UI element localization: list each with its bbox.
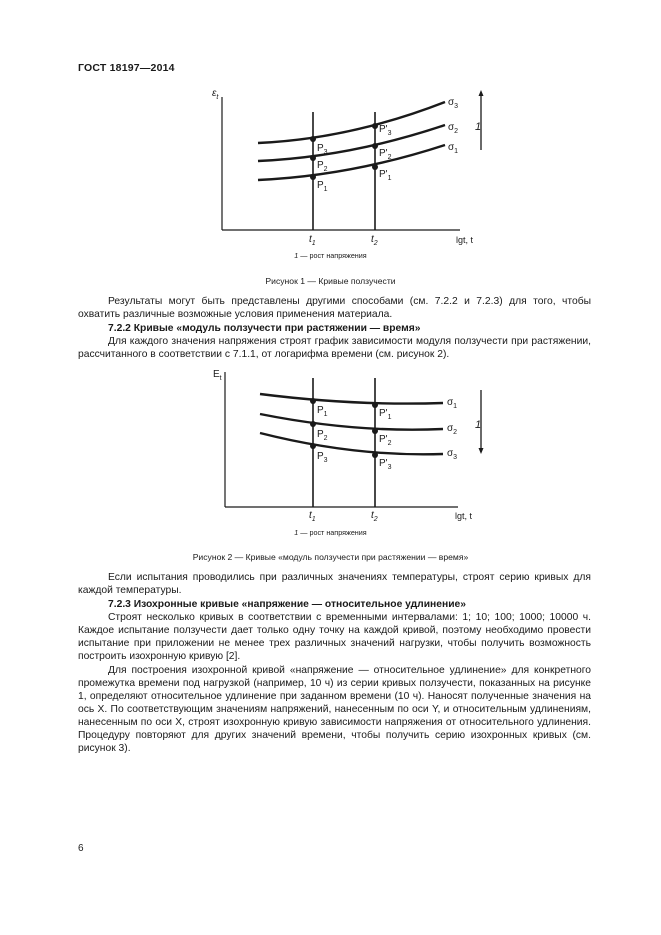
fig1-p1-label: $P_1$ (317, 180, 328, 193)
fig2-arrow-head (479, 448, 484, 454)
page-number: 6 (78, 843, 84, 854)
fig2-curve-sigma3 (260, 433, 443, 454)
figure-2-caption: Рисунок 2 — Кривые «модуль ползучести при растяжении — время» (192, 552, 469, 562)
fig2-point-p2-prime (372, 428, 378, 434)
fig1-point-p2-prime (372, 143, 378, 149)
fig2-p1-prime-label: $P'_1$ (379, 408, 392, 421)
fig1-p1-prime-label: $P'_1$ (379, 169, 392, 182)
fig2-point-p1-prime (372, 402, 378, 408)
fig2-p2-label: $P_2$ (317, 429, 328, 442)
section-7-2-3-text-1: Строят несколько кривых в соответствии с временными интервалами: 1; 10; 100; 1000; 10000 ч. Каждое испытание ползучести дает только одну точку на каждой кривой, поэтому необходимо провести испытание при приложении не менее трех различных значений нагрузки, чтобы получить возможность построить изохронную кривую [2]. (78, 612, 591, 662)
figure-2-legend: 1 — рост напряжения (294, 528, 367, 537)
fig1-curve-sigma3 (258, 102, 445, 143)
figure-1-caption: Рисунок 1 — Кривые ползучести (265, 276, 396, 286)
fig2-p1-label: $P_1$ (317, 405, 328, 418)
fig1-point-p3-prime (372, 123, 378, 129)
section-7-2-2-heading: 7.2.2 Кривые «модуль ползучести при растяжении — время» (108, 323, 421, 334)
fig2-sigma3-label: $\sigma_3$ (447, 448, 458, 461)
figure-1-legend: 1 — рост напряжения (294, 251, 367, 260)
paragraph-results: Результаты могут быть представлены другими способами (см. 7.2.2 и 7.2.3) для того, чтобы охватить различные возможные условия применения материала. (78, 296, 591, 320)
fig2-point-p1 (310, 398, 316, 404)
fig1-x-label: lgt, t (456, 235, 474, 245)
fig2-t1-label: $t_1$ (309, 510, 316, 523)
figure-1-creep-curves (0, 0, 661, 260)
paragraph-temperatures: Если испытания проводились при различных значениях температуры, строят серию кривых для каждой температуры. (78, 572, 591, 596)
fig2-sigma2-label: $\sigma_2$ (447, 423, 458, 436)
fig1-arrow-head (479, 90, 484, 96)
section-7-2-3-text-2: Для построения изохронной кривой «напряжение — относительное удлинение» для конкретного промежутка времени под нагрузкой (например, 10 ч) из серии кривых ползучести, показанных на рисунке 1, определяют относительное удлинение при заданном времени (10 ч). Наносят полученные значения на ось X. По соответствующим значениям напряжений, нанесенным по оси Y, и относительным удлинениям, нанесенным по оси X, строят изохронную кривую зависимости напряжения от относительного удлинения. Процедуру повторяют для других значений времени, чтобы получить серию изохронных кривых (см. рисунок 3). (78, 665, 591, 754)
fig1-sigma2-label: $\sigma_2$ (448, 122, 459, 135)
fig2-point-p3-prime (372, 452, 378, 458)
fig2-p3-prime-label: $P'_3$ (379, 458, 392, 471)
fig2-p2-prime-label: $P'_2$ (379, 434, 392, 447)
fig1-p3-prime-label: $P'_3$ (379, 124, 392, 137)
fig2-y-label: $E_t$ (213, 369, 222, 382)
fig2-curve-sigma1 (260, 394, 443, 404)
fig1-p2-label: $P_2$ (317, 160, 328, 173)
fig2-curve-sigma2 (260, 414, 443, 430)
fig1-arrow-label: 1 (475, 121, 482, 133)
fig1-point-p1-prime (372, 164, 378, 170)
fig1-sigma1-label: $\sigma_1$ (448, 142, 459, 155)
fig1-point-p3 (310, 136, 316, 142)
fig2-arrow-label: 1 (475, 419, 482, 431)
fig1-point-p1 (310, 174, 316, 180)
fig1-t1-label: $t_1$ (309, 234, 316, 247)
figure-2-modulus-curves (0, 360, 661, 530)
fig2-point-p2 (310, 421, 316, 427)
fig1-y-label: $\varepsilon_t$ (212, 88, 219, 101)
fig2-t2-label: $t_2$ (371, 510, 378, 523)
fig1-p2-prime-label: $P'_2$ (379, 148, 392, 161)
fig2-p3-label: $P_3$ (317, 451, 328, 464)
fig1-point-p2 (310, 155, 316, 161)
section-7-2-2-text: Для каждого значения напряжения строят график зависимости модуля ползучести при растяжении, рассчитанного в соответствии с 7.1.1, от логарифма времени (см. рисунок 2). (78, 336, 591, 360)
section-7-2-3-heading: 7.2.3 Изохронные кривые «напряжение — относительное удлинение» (108, 599, 466, 610)
fig2-point-p3 (310, 443, 316, 449)
fig1-t2-label: $t_2$ (371, 234, 378, 247)
fig2-sigma1-label: $\sigma_1$ (447, 397, 458, 410)
fig1-sigma3-label: $\sigma_3$ (448, 97, 459, 110)
document-header: ГОСТ 18197—2014 (78, 62, 175, 74)
fig2-x-label: lgt, t (455, 511, 473, 521)
fig1-p3-label: $P_3$ (317, 143, 328, 156)
